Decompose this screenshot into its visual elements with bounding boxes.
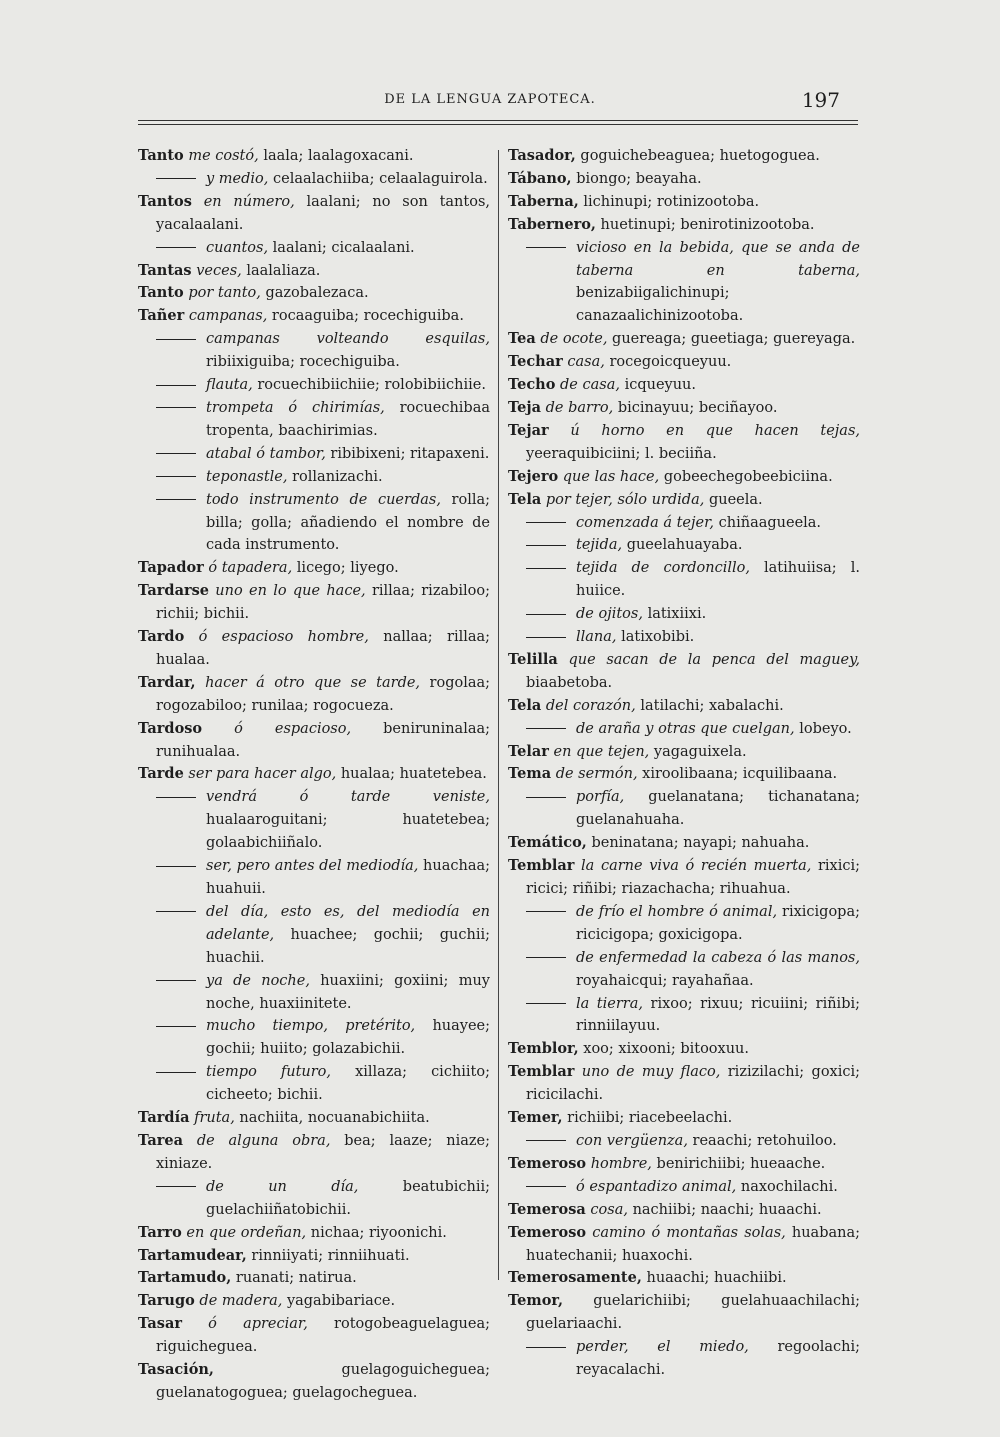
- dictionary-entry: [508, 649, 860, 695]
- dictionary-entry: [138, 1313, 490, 1359]
- entry-qualifier: tejida de cordoncillo,: [576, 560, 750, 577]
- headword: Telar: [508, 742, 549, 760]
- entry-definition: benirichiibi; hueaache.: [656, 1155, 826, 1172]
- headword: Techar: [508, 353, 563, 371]
- dictionary-entry: [138, 626, 490, 672]
- dictionary-entry: [508, 466, 860, 489]
- dictionary-entry: [508, 1199, 860, 1222]
- entry-qualifier: de madera,: [199, 1293, 283, 1310]
- entry-qualifier: de alguna obra,: [196, 1132, 331, 1149]
- entry-definition: rixici; ricici; riñibi; riazachacha; rihuahua.: [526, 858, 861, 897]
- sub-entry: [138, 901, 490, 970]
- headword: Tema: [508, 765, 552, 783]
- entry-qualifier: por tanto,: [188, 285, 261, 302]
- dictionary-entry: [138, 1359, 490, 1405]
- headword: Tasación,: [138, 1361, 214, 1379]
- headword: Tantas: [138, 261, 192, 279]
- headword: Temeroso: [508, 1154, 587, 1172]
- entry-qualifier: en número,: [203, 193, 295, 210]
- entry-definition: licego; liyego.: [296, 560, 399, 577]
- dictionary-entry: [138, 1290, 490, 1313]
- entry-qualifier: campanas volteando esquilas,: [206, 331, 490, 348]
- dictionary-entry: [508, 1222, 860, 1268]
- dictionary-entry: [508, 1107, 860, 1130]
- dictionary-entry: [508, 191, 860, 214]
- dictionary-entry: [508, 695, 860, 718]
- entry-definition: biaabetoba.: [526, 674, 613, 691]
- entry-qualifier: uno de muy flaco,: [581, 1064, 721, 1081]
- dictionary-entry: [138, 1245, 490, 1268]
- sub-entry: [138, 237, 490, 260]
- entry-qualifier: que las hace,: [562, 468, 660, 485]
- entry-definition: beninatana; nayapi; nahuaha.: [591, 835, 810, 852]
- sub-entry: [138, 855, 490, 901]
- header-rule-bottom: [138, 124, 858, 125]
- entry-definition: laalaliaza.: [246, 262, 321, 279]
- headword: Tardía: [138, 1109, 190, 1127]
- entry-qualifier: del día, esto es, del mediodía en adelante,: [206, 903, 490, 943]
- entry-definition: guereaga; gueetiaga; guereyaga.: [612, 331, 856, 348]
- sub-entry: [138, 489, 490, 558]
- headword: Tapador: [138, 559, 204, 577]
- headword: Tarugo: [138, 1292, 195, 1310]
- entry-qualifier: tejida,: [576, 537, 623, 554]
- entry-definition: gueela.: [708, 491, 763, 508]
- dictionary-entry: [138, 191, 490, 237]
- dictionary-entry: [508, 1038, 860, 1061]
- dictionary-entry: [508, 420, 860, 466]
- dictionary-entry: [508, 1153, 860, 1176]
- sub-entry: [138, 328, 490, 374]
- entry-definition: rolla; billa; golla; añadiendo el nombre de cada instrumento.: [206, 491, 491, 554]
- entry-definition: nachiita, nocuanabichiita.: [239, 1110, 430, 1127]
- entry-qualifier: de enfermedad la cabeza ó las manos,: [576, 949, 860, 966]
- sub-entry: [508, 947, 860, 993]
- entry-qualifier: ser para hacer algo,: [188, 766, 337, 783]
- entry-definition: royahaicqui; rayahañaa.: [576, 972, 754, 989]
- entry-qualifier: perder, el miedo,: [576, 1339, 749, 1356]
- entry-qualifier: de un día,: [206, 1178, 359, 1195]
- sub-entry: [508, 557, 860, 603]
- entry-definition: rixicigopa; ricicigopa; goxicigopa.: [576, 903, 860, 943]
- entry-definition: huaachi; huachiibi.: [646, 1270, 787, 1287]
- sub-entry: [508, 901, 860, 947]
- entry-qualifier: trompeta ó chirimías,: [206, 399, 385, 416]
- headword: Tardoso: [138, 719, 203, 737]
- dictionary-entry: [138, 145, 490, 168]
- headword: Tarde: [138, 765, 184, 783]
- entry-definition: xiroolibaana; icquilibaana.: [642, 766, 838, 783]
- entry-definition: rocaaguiba; rocechiguiba.: [271, 308, 464, 325]
- header-rule-top: [138, 120, 858, 121]
- sub-entry: [508, 534, 860, 557]
- entry-qualifier: con vergüenza,: [576, 1132, 688, 1149]
- entry-definition: rinniiyati; rinniihuati.: [251, 1247, 410, 1264]
- headword: Tela: [508, 490, 542, 508]
- sub-entry: [138, 1015, 490, 1061]
- dictionary-entry: [138, 557, 490, 580]
- entry-definition: laalani; no son tantos, yacalaalani.: [156, 193, 491, 233]
- entry-definition: huachaa; huahuii.: [206, 858, 490, 897]
- sub-entry: [508, 626, 860, 649]
- entry-definition: xillaza; cichiito; cicheeto; bichii.: [206, 1064, 490, 1104]
- entry-qualifier: veces,: [196, 262, 242, 279]
- entry-definition: latihuiisa; l. huiice.: [576, 560, 860, 600]
- dictionary-entry: [138, 763, 490, 786]
- headword: Temblar: [508, 1063, 575, 1081]
- page-number: 197: [801, 88, 840, 112]
- headword: Taberna,: [508, 192, 579, 210]
- dictionary-entry: [138, 1267, 490, 1290]
- entry-qualifier: y medio,: [206, 170, 269, 187]
- entry-qualifier: de araña y otras que cuelgan,: [576, 720, 795, 737]
- entry-definition: celaalachiiba; celaalaguirola.: [273, 170, 488, 187]
- entry-definition: xoo; xixooni; bitooxuu.: [583, 1041, 749, 1058]
- headword: Tardo: [138, 628, 185, 646]
- entry-definition: huayee; gochii; huiito; golazabichii.: [206, 1018, 490, 1058]
- dictionary-entry: [508, 328, 860, 351]
- dictionary-entry: [138, 282, 490, 305]
- entry-qualifier: en que ordeñan,: [186, 1224, 307, 1241]
- headword: Tasador,: [508, 147, 576, 164]
- sub-entry: [508, 786, 860, 832]
- dictionary-entry: [138, 1107, 490, 1130]
- entry-qualifier: cosa,: [590, 1201, 628, 1218]
- entry-definition: huachee; gochii; guchii; huachii.: [206, 926, 491, 966]
- entry-definition: yeeraquibiciini; l. beciiña.: [526, 445, 717, 462]
- running-title: DE LA LENGUA ZAPOTECA.: [384, 92, 596, 107]
- entry-qualifier: ya de noche,: [206, 972, 310, 989]
- headword: Temerosamente,: [508, 1269, 642, 1287]
- sub-entry: [138, 443, 490, 466]
- entry-definition: nichaa; riyoonichi.: [310, 1224, 447, 1241]
- headword: Tábano,: [508, 169, 572, 187]
- headword: Tela: [508, 696, 542, 714]
- entry-definition: rotogobeaguelaguea; riguicheguea.: [156, 1316, 490, 1356]
- sub-entry: [508, 1176, 860, 1199]
- entry-definition: latixobibi.: [621, 629, 695, 646]
- headword: Tasar: [138, 1315, 182, 1333]
- entry-definition: gueelahuayaba.: [626, 537, 743, 554]
- headword: Telilla: [508, 650, 558, 668]
- headword: Tardarse: [138, 582, 209, 600]
- entry-qualifier: todo instrumento de cuerdas,: [206, 491, 441, 508]
- headword: Temer,: [508, 1109, 563, 1127]
- headword: Temático,: [508, 834, 587, 852]
- entry-definition: yagaguixela.: [653, 743, 747, 760]
- entry-definition: lichinupi; rotinizootoba.: [583, 193, 760, 210]
- entry-qualifier: cuantos,: [206, 239, 269, 256]
- entry-definition: rizizilachi; goxici; ricicilachi.: [526, 1064, 861, 1104]
- sub-entry: [138, 970, 490, 1016]
- dictionary-entry: [508, 763, 860, 786]
- entry-definition: bea; laaze; niaze; xiniaze.: [156, 1132, 491, 1172]
- sub-entry: [138, 466, 490, 489]
- entry-definition: huaxiini; goxiini; muy noche, huaxiinitete.: [206, 972, 490, 1012]
- headword: Tejar: [508, 421, 549, 439]
- dictionary-entry: [508, 397, 860, 420]
- entry-qualifier: mucho tiempo, pretérito,: [206, 1018, 416, 1035]
- entry-definition: laalani; cicalaalani.: [272, 239, 415, 256]
- entry-qualifier: camino ó montañas solas,: [592, 1224, 786, 1241]
- entry-qualifier: de frío el hombre ó animal,: [576, 903, 778, 920]
- entry-definition: goguichebeaguea; huetogoguea.: [580, 148, 820, 164]
- entry-qualifier: ó tapadera,: [208, 560, 293, 577]
- entry-qualifier: de casa,: [560, 377, 620, 394]
- sub-entry: [508, 718, 860, 741]
- entry-definition: latilachi; xabalachi.: [640, 697, 784, 714]
- entry-qualifier: hacer á otro que se tarde,: [205, 674, 421, 691]
- entry-definition: benizabiigalichinupi; canazaalichinizootoba.: [576, 285, 744, 325]
- dictionary-entry: [508, 832, 860, 855]
- entry-definition: hualaaroguitani; huatetebea; golaabichiiñalo.: [206, 812, 490, 852]
- dictionary-entry: [508, 855, 860, 901]
- headword: Temor,: [508, 1292, 563, 1310]
- entry-definition: huabana; huatechanii; huaxochi.: [526, 1224, 860, 1264]
- sub-entry: [508, 237, 860, 329]
- sub-entry: [508, 603, 860, 626]
- dictionary-entry: [138, 718, 490, 764]
- entry-qualifier: que sacan de la penca del maguey,: [568, 651, 861, 668]
- headword: Tanto: [138, 284, 184, 302]
- entry-qualifier: en que tejen,: [553, 743, 650, 760]
- entry-qualifier: de ojitos,: [576, 606, 643, 623]
- sub-entry: [508, 512, 860, 535]
- entry-definition: reaachi; retohuiloo.: [692, 1132, 837, 1149]
- entry-qualifier: del corazón,: [545, 697, 636, 714]
- entry-definition: hualaa; huatetebea.: [340, 766, 487, 783]
- headword: Techo: [508, 376, 556, 394]
- dictionary-entry: [138, 305, 490, 328]
- entry-definition: biongo; beayaha.: [576, 170, 702, 187]
- sub-entry: [508, 1130, 860, 1153]
- entry-definition: rogolaa; rogozabiloo; runilaa; rogocueza.: [156, 674, 491, 714]
- entry-definition: gobeechegobeebiciina.: [663, 468, 833, 485]
- headword: Temblor,: [508, 1040, 579, 1058]
- entry-definition: nallaa; rillaa; hualaa.: [156, 629, 491, 668]
- entry-qualifier: flauta,: [206, 377, 253, 394]
- entry-qualifier: de sermón,: [555, 766, 638, 783]
- entry-definition: icqueyuu.: [624, 377, 697, 394]
- entry-qualifier: hombre,: [590, 1155, 652, 1172]
- entry-qualifier: llana,: [576, 629, 617, 646]
- entry-definition: guelagoguicheguea; guelanatogoguea; guelagocheguea.: [156, 1362, 490, 1401]
- entry-qualifier: tiempo futuro,: [206, 1064, 332, 1081]
- dictionary-entry: [138, 1130, 490, 1176]
- entry-qualifier: casa,: [567, 354, 605, 371]
- headword: Tarro: [138, 1223, 182, 1241]
- dictionary-entry: [508, 1061, 860, 1107]
- dictionary-entry: [508, 489, 860, 512]
- entry-definition: chiñaagueela.: [718, 514, 822, 531]
- headword: Teja: [508, 398, 541, 416]
- entry-qualifier: ó apreciar,: [208, 1316, 308, 1333]
- headword: Tañer: [138, 307, 185, 325]
- entry-definition: ribiixiguiba; rocechiguiba.: [206, 354, 400, 371]
- dictionary-entry: [138, 580, 490, 626]
- entry-definition: rocuechibiichiie; rolobibiichiie.: [257, 377, 486, 394]
- sub-entry: [138, 374, 490, 397]
- dictionary-entry: [138, 672, 490, 718]
- entry-definition: huetinupi; benirotinizootoba.: [600, 216, 815, 233]
- entry-definition: rillaa; rizabiloo; richii; bichii.: [156, 583, 490, 623]
- entry-definition: rixoo; rixuu; ricuiini; riñibi; rinniilayuu.: [576, 995, 861, 1035]
- entry-qualifier: campanas,: [188, 308, 268, 325]
- entry-qualifier: teponastle,: [206, 468, 288, 485]
- sub-entry: [138, 168, 490, 191]
- dictionary-entry: [508, 214, 860, 237]
- entry-definition: guelanatana; tichanatana; guelanahuaha.: [576, 789, 860, 829]
- entry-definition: laala; laalagoxacani.: [263, 148, 414, 164]
- entry-qualifier: por tejer, sólo urdida,: [545, 491, 705, 508]
- dictionary-entry: [508, 145, 860, 168]
- headword: Tejero: [508, 467, 559, 485]
- left-column: [138, 145, 490, 1405]
- entry-qualifier: de ocote,: [540, 331, 608, 348]
- dictionary-entry: [508, 741, 860, 764]
- headword: Tabernero,: [508, 215, 596, 233]
- headword: Tartamudo,: [138, 1269, 232, 1287]
- entry-qualifier: porfía,: [576, 789, 625, 806]
- entry-definition: rocuechibaa tropenta, baachirimias.: [206, 399, 490, 439]
- dictionary-entry: [508, 1267, 860, 1290]
- entry-definition: beniruninalaa; runihualaa.: [156, 720, 491, 760]
- headword: Temblar: [508, 857, 575, 875]
- entry-definition: richiibi; riacebeelachi.: [567, 1110, 733, 1127]
- headword: Tarea: [138, 1131, 184, 1149]
- dictionary-entry: [508, 1290, 860, 1336]
- entry-definition: nachiibi; naachi; huaachi.: [632, 1201, 822, 1218]
- sub-entry: [138, 786, 490, 855]
- dictionary-entry: [508, 374, 860, 397]
- entry-qualifier: comenzada á tejer,: [576, 514, 715, 531]
- dictionary-entry: [508, 351, 860, 374]
- headword: Tea: [508, 330, 536, 348]
- running-header: [140, 88, 840, 116]
- sub-entry: [508, 993, 860, 1039]
- entry-definition: guelarichiibi; guelahuaachilachi; guelariaachi.: [526, 1293, 860, 1333]
- dictionary-entry: [508, 168, 860, 191]
- entry-definition: naxochilachi.: [740, 1178, 838, 1195]
- entry-qualifier: fruta,: [194, 1110, 235, 1127]
- sub-entry: [138, 1061, 490, 1107]
- headword: Temerosa: [508, 1200, 586, 1218]
- column-divider: [498, 150, 499, 1280]
- entry-qualifier: ó espacioso,: [234, 720, 352, 737]
- headword: Tartamudear,: [138, 1246, 247, 1264]
- entry-qualifier: de barro,: [545, 399, 614, 416]
- entry-qualifier: vendrá ó tarde veniste,: [206, 789, 490, 806]
- entry-qualifier: ú horno en que hacen tejas,: [570, 422, 860, 439]
- entry-definition: yagabibariace.: [286, 1293, 396, 1310]
- sub-entry: [138, 397, 490, 443]
- right-column: [508, 145, 860, 1382]
- entry-qualifier: ser, pero antes del mediodía,: [206, 858, 419, 875]
- headword: Tantos: [138, 192, 192, 210]
- entry-qualifier: la carne viva ó recién muerta,: [581, 858, 812, 875]
- entry-qualifier: uno en lo que hace,: [215, 583, 366, 600]
- dictionary-entry: [138, 260, 490, 283]
- entry-definition: gazobalezaca.: [265, 285, 369, 302]
- entry-definition: regoolachi; reyacalachi.: [576, 1339, 860, 1379]
- entry-qualifier: ó espacioso hombre,: [198, 629, 369, 646]
- entry-definition: rollanizachi.: [292, 468, 383, 485]
- entry-qualifier: atabal ó tambor,: [206, 445, 326, 462]
- entry-definition: beatubichii; guelachiiñatobichii.: [206, 1178, 490, 1218]
- entry-definition: lobeyo.: [799, 720, 852, 737]
- headword: Tanto: [138, 147, 184, 164]
- entry-qualifier: me costó,: [188, 148, 259, 164]
- headword: Tardar,: [138, 673, 196, 691]
- entry-qualifier: vicioso en la bebida, que se anda de taberna en taberna,: [576, 239, 860, 279]
- entry-definition: ribibixeni; ritapaxeni.: [330, 445, 490, 462]
- dictionary-entry: [138, 1222, 490, 1245]
- entry-definition: latixiixi.: [647, 606, 707, 623]
- sub-entry: [508, 1336, 860, 1382]
- entry-qualifier: la tierra,: [576, 995, 643, 1012]
- entry-qualifier: ó espantadizo animal,: [576, 1178, 737, 1195]
- headword: Temeroso: [508, 1223, 587, 1241]
- entry-definition: rocegoicqueyuu.: [609, 354, 732, 371]
- entry-definition: ruanati; natirua.: [235, 1270, 357, 1287]
- entry-definition: bicinayuu; beciñayoo.: [617, 399, 778, 416]
- sub-entry: [138, 1176, 490, 1222]
